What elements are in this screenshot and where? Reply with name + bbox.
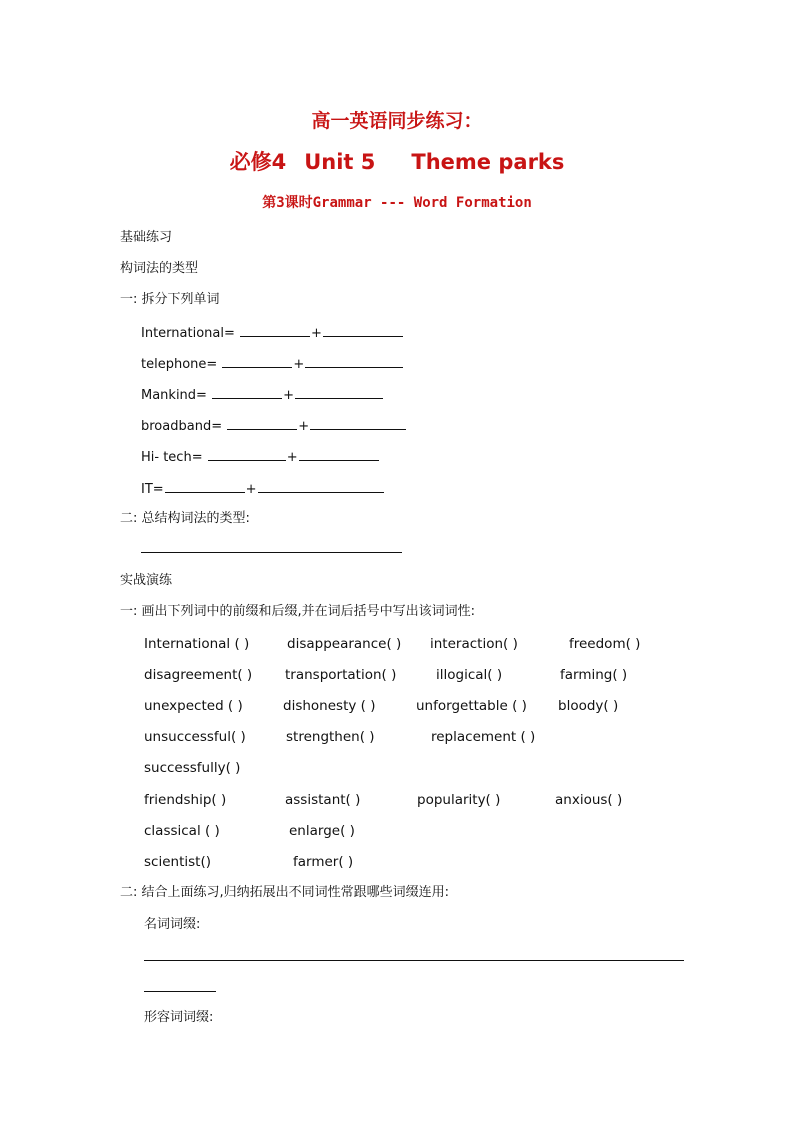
answer-blank[interactable]	[165, 479, 245, 493]
word-item: anxious( )	[555, 792, 623, 808]
answer-blank[interactable]	[258, 479, 384, 493]
answer-blank[interactable]	[222, 354, 292, 368]
word-item: disappearance( )	[287, 636, 402, 652]
word-item: classical ( )	[144, 823, 220, 839]
word-item: assistant( )	[285, 792, 361, 808]
word-item: successfully( )	[144, 760, 241, 776]
split-item-5: Hi- tech= +	[141, 447, 380, 467]
subtitle-book: 必修4	[229, 150, 287, 174]
word-item: disagreement( )	[144, 667, 253, 683]
answer-blank[interactable]	[208, 447, 286, 461]
word-item: interaction( )	[430, 636, 518, 652]
split-item-3: Mankind= +	[141, 385, 384, 405]
word-item: unsuccessful( )	[144, 729, 246, 745]
word-item: bloody( )	[558, 698, 619, 714]
section-heading-practice: 实战演练	[120, 573, 173, 588]
answer-blank[interactable]	[305, 354, 403, 368]
subtitle-topic: Theme parks	[411, 150, 565, 174]
answer-blank[interactable]	[212, 385, 282, 399]
answer-line[interactable]	[141, 552, 402, 553]
adjective-affix-label: 形容词词缀:	[144, 1010, 214, 1025]
word-item: unexpected ( )	[144, 698, 243, 714]
answer-blank[interactable]	[240, 323, 310, 337]
practice-question-2-label: 二: 结合上面练习,归纳拓展出不同词性常跟哪些词缀连用:	[120, 885, 450, 900]
word-item: friendship( )	[144, 792, 227, 808]
section-heading-basics: 基础练习	[120, 230, 173, 245]
word-item: transportation( )	[285, 667, 397, 683]
lesson-title: 第3课时Grammar --- Word Formation	[262, 195, 532, 211]
word-item: farming( )	[560, 667, 628, 683]
answer-blank[interactable]	[310, 416, 406, 430]
split-item-1: International= +	[141, 323, 404, 343]
noun-affix-label: 名词词缀:	[144, 917, 201, 932]
answer-blank[interactable]	[227, 416, 297, 430]
practice-question-1-label: 一: 画出下列词中的前缀和后缀,并在词后括号中写出该词词性:	[120, 604, 476, 619]
word-item: International ( )	[144, 636, 250, 652]
word-item: illogical( )	[436, 667, 503, 683]
question-1-label: 一: 拆分下列单词	[120, 292, 220, 307]
page-title: 高一英语同步练习：	[311, 110, 483, 132]
answer-line[interactable]	[144, 991, 216, 992]
question-2-label: 二: 总结构词法的类型:	[120, 511, 250, 526]
answer-blank[interactable]	[299, 447, 379, 461]
word-item: enlarge( )	[289, 823, 355, 839]
answer-blank[interactable]	[323, 323, 403, 337]
section-topic: 构词法的类型	[120, 261, 199, 276]
word-item: popularity( )	[417, 792, 501, 808]
split-item-6: IT= +	[141, 479, 385, 499]
page-subtitle	[0, 146, 794, 176]
word-item: scientist()	[144, 854, 211, 870]
word-item: dishonesty ( )	[283, 698, 376, 714]
word-item: unforgettable ( )	[416, 698, 527, 714]
answer-blank[interactable]	[295, 385, 383, 399]
word-item: replacement ( )	[431, 729, 536, 745]
answer-line[interactable]	[144, 960, 684, 961]
split-item-4: broadband= +	[141, 416, 407, 436]
word-item: farmer( )	[293, 854, 354, 870]
split-item-2: telephone= +	[141, 354, 404, 374]
word-item: freedom( )	[569, 636, 641, 652]
subtitle-unit: Unit 5	[304, 150, 376, 174]
word-item: strengthen( )	[286, 729, 375, 745]
